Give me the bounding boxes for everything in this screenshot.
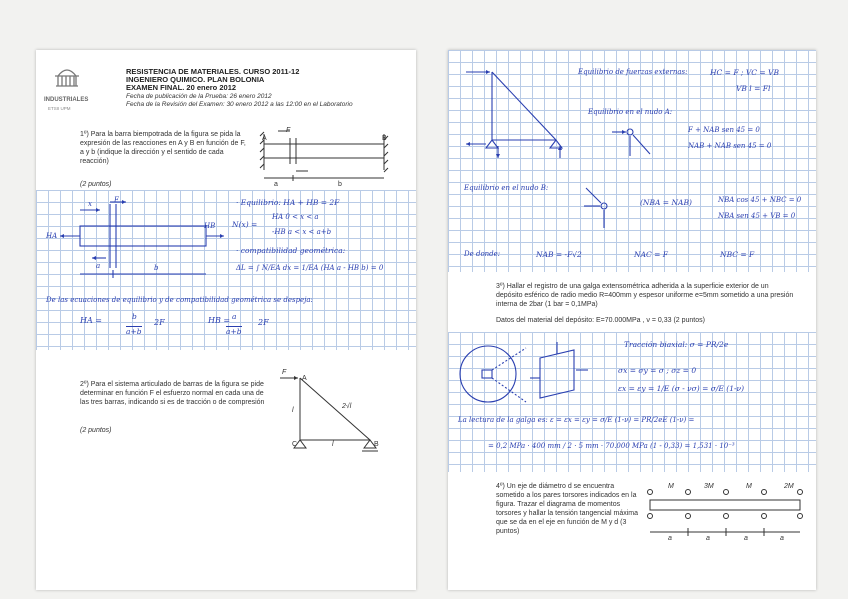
exam-page-left [36, 50, 416, 590]
course-title: RESISTENCIA DE MATERIALES. CURSO 2011-12 [126, 67, 300, 76]
p2-node-B-eq1: NBA cos 45 + NBC = 0 [718, 196, 802, 204]
p2-solution-truss [452, 66, 562, 156]
problem-3-statement: 3º) Hallar el registro de una galga extensométrica adherida a la superficie exterior de un depósito esférico de radio medio R=400mm y espesor uniforme e=5mm sometido a una presión interna de 2bar (1 bar = 0,1MPa) [496, 283, 794, 308]
p1-fig-label-B: B [382, 135, 387, 142]
p2-fig-label-l: l [292, 407, 294, 414]
p4-span-4: a [780, 535, 784, 542]
p1-sol-label-F: F [114, 196, 119, 204]
degree-title: INGENIERO QUIMICO. PLAN BOLONIA [126, 75, 265, 84]
p4-span-3: a [744, 535, 748, 542]
p2-node-B-relation: (NBA = NAB) [640, 198, 692, 207]
p1-N-case1: HA 0 < x < a [272, 213, 319, 221]
p1-fig-label-b: b [338, 181, 342, 188]
p1-HA-den: a+b [126, 327, 142, 336]
logo-text: INDUSTRIALES [44, 97, 89, 103]
p3-gauge-reading: La lectura de la galga es: ε = εx = εy = σ/E (1-ν) = PR/2eE (1-ν) = [458, 416, 695, 424]
p1-compat-title: · compatibilidad geométrica: [236, 246, 346, 255]
p1-sol-label-HB: HB [204, 222, 216, 230]
p4-moment-3: M [746, 483, 752, 490]
p3-numeric: = 0,2 MPa · 400 mm / 2 · 5 mm · 70.000 MPa (1 - 0,33) = 1,531 · 10⁻³ [488, 442, 735, 450]
problem-1-solution-figure [46, 198, 226, 278]
p2-node-B-diagram [574, 182, 634, 232]
p1-HB-lhs: HB = [208, 316, 231, 325]
publication-date: Fecha de publicación de la Prueba: 26 enero 2012 [126, 93, 272, 100]
p1-N-label: N(x) = [232, 220, 258, 229]
logo-subtext: ETSII UPM [48, 106, 71, 111]
p1-HB-num: a [232, 312, 237, 321]
p4-span-2: a [706, 535, 710, 542]
p2-fig-label-diag: 2√l [342, 403, 352, 410]
exam-title: EXAMEN FINAL. 20 enero 2012 [126, 83, 237, 92]
p1-compat-eq: ΔL = ∫ N/EA dx = 1/EA (HA a - HB b) = 0 [236, 264, 384, 272]
p4-moment-4: 2M [784, 483, 794, 490]
p1-HA-tail: 2F [154, 318, 165, 327]
problem-1-points: (2 puntos) [80, 181, 112, 188]
problem-2-statement: 2º) Para el sistema articulado de barras de la figura se pide determinar en función F el esfuerzo normal en cada una de las tres barras, indicando si es de tracción o de compresión [80, 381, 265, 406]
p1-deduce: De las ecuaciones de equilibrio y de compatibilidad geométrica se despeja: [46, 296, 313, 304]
p1-sol-label-x: x [88, 200, 92, 208]
p2-node-B-title: Equilibrio en el nudo B: [464, 184, 549, 192]
p4-span-1: a [668, 535, 672, 542]
p2-node-A-diagram [608, 124, 658, 164]
p2-fig-label-C: C [292, 441, 298, 448]
p1-HB-tail: 2F [258, 318, 269, 327]
p2-fig-label-l2: l [332, 441, 334, 448]
p2-node-B-eq2: NBA sen 45 + VB = 0 [718, 212, 796, 220]
p3-stress-relation: σx = σy = σ ; σz = 0 [618, 366, 697, 375]
problem-3-material: Datos del material del depósito: E=70.000MPa , ν = 0,33 (2 puntos) [496, 317, 705, 324]
exam-page-right [448, 50, 816, 590]
p1-fig-label-a: a [274, 181, 278, 188]
p2-fig-label-B: B [374, 441, 379, 448]
p2-node-A-eq1: F + NAB sen 45 = 0 [688, 126, 760, 134]
p2-result-NAB: NAB = -F√2 [536, 250, 582, 259]
p1-sol-label-a: a [96, 262, 101, 270]
p2-eq-external-1: HC = F ; VC = VB [710, 68, 779, 77]
p2-node-A-title: Equilibrio en el nudo A: [588, 108, 673, 116]
review-date: Fecha de la Revisión del Examen: 30 enero 2012 a las 12:00 en el Laboratorio [126, 101, 353, 108]
p2-node-A-eq2: NAB + NAB sen 45 = 0 [688, 142, 772, 150]
p2-result-NAC: NAC = F [634, 250, 668, 259]
p3-sphere-diagram [456, 340, 596, 410]
p1-equilibrium: · Equilibrio: HA + HB = 2F [236, 198, 340, 207]
p2-fig-label-F: F [282, 369, 287, 376]
p3-biaxial: Tracción biaxial: σ = PR/2e [624, 340, 729, 349]
p3-strain: εx = εy = 1/E (σ - νσ) = σ/E (1-ν) [618, 384, 745, 393]
p2-eq-external-2: VB l = Fl [736, 84, 771, 93]
problem-2-figure [280, 368, 400, 458]
p1-sol-label-HA: HA [46, 232, 58, 240]
p1-sol-label-b: b [154, 264, 159, 272]
p2-result-NBC: NBC = F [720, 250, 755, 259]
p4-moment-1: M [668, 483, 674, 490]
problem-1-figure [260, 126, 410, 186]
p1-HB-den: a+b [226, 327, 242, 336]
university-logo-icon [52, 64, 82, 94]
p2-result-title: De donde: [464, 250, 501, 258]
p1-fig-label-A: A [262, 135, 267, 142]
p4-moment-2: 3M [704, 483, 714, 490]
p1-HA-lhs: HA = [80, 316, 102, 325]
p2-eq-external: Equilibrio de fuerzas externas: [578, 68, 688, 76]
p1-fig-label-F: F [286, 127, 291, 134]
p1-HA-num: b [132, 312, 137, 321]
problem-4-statement: 4º) Un eje de diámetro d se encuentra sometido a los pares torsores indicados en la figura. Trazar el diagrama de momentos torsores y hallar la tensión tangencial máxima que se da en el eje en función de M y d (3 puntos) [496, 483, 639, 535]
problem-1-statement: 1º) Para la barra biempotrada de la figura se pida la expresión de las reacciones en A y B en función de F, a y b (indique la dirección y el sentido de cada reacción) [80, 131, 246, 165]
problem-2-points: (2 puntos) [80, 427, 112, 434]
p1-N-case2: -HB a < x < a+b [272, 228, 332, 236]
p2-fig-label-A: A [302, 375, 307, 382]
